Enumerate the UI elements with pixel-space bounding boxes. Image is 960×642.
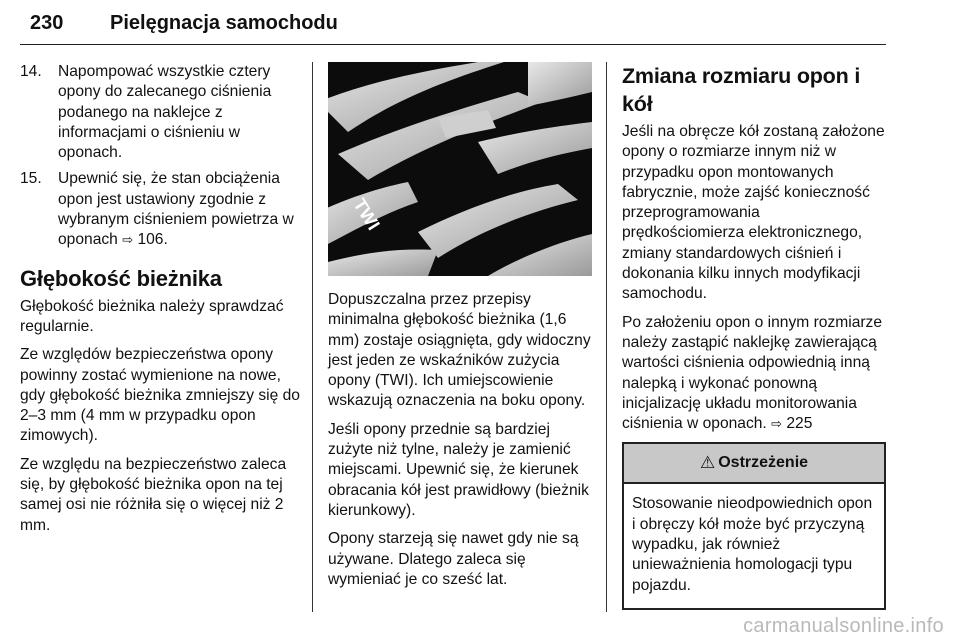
paragraph: Ze względu na bezpieczeństwo zaleca się, by głębokość bieżnika opon na tej samej osi nie różniła się o więcej niż 2 mm. bbox=[20, 455, 287, 534]
warning-header bbox=[624, 444, 884, 484]
paragraph: Głębokość bieżnika należy sprawdzać regularnie. bbox=[20, 297, 284, 335]
tire-tread-image bbox=[328, 62, 592, 276]
list-number: 14. bbox=[20, 63, 42, 80]
page-number: 230 bbox=[30, 12, 64, 34]
column-middle bbox=[328, 62, 592, 598]
page-ref-arrow-icon: ⇨ bbox=[771, 416, 783, 432]
page-title: Pielęgnacja samochodu bbox=[110, 12, 338, 34]
paragraph: Jeśli na obręcze kół zostaną założone opony o rozmiarze innym niż w przypadku opon montowanych fabrycznie, może zajść konieczność przeprogramowania prędkościomierza elektronicznego, zmiany standardowych ciśnień i dokonania kilku innych modyfikacji samochodu. bbox=[622, 123, 885, 303]
page-ref-arrow-icon: ⇨ bbox=[122, 232, 134, 248]
paragraph: Ze względów bezpieczeństwa opony powinny zostać wymienione na nowe, gdy głębokość bieżnika zmniejszy się do 2–3 mm (4 mm w przypadku opon zimowych). bbox=[20, 346, 300, 445]
list-text: Napompować wszystkie cztery opony do zalecanego ciśnienia podanego na naklejce z informacjami o ciśnieniu w oponach. bbox=[58, 63, 272, 162]
list-text-body: Upewnić się, że stan obciążenia opon jest ustawiony zgodnie z wybranym ciśnieniem powietrza w oponach bbox=[58, 170, 294, 249]
column-divider bbox=[312, 62, 313, 612]
paragraph: Dopuszczalna przez przepisy minimalna głębokość bieżnika (1,6 mm) zostaje osiągnięta, gdy widoczny jest jeden ze wskaźników zużycia opony (TWI). Ich umiejscowienie wskazują oznaczenia na boku opony. bbox=[328, 291, 591, 410]
warning-triangle-icon: ⚠ bbox=[699, 453, 716, 473]
list-number: 15. bbox=[20, 170, 42, 188]
page-ref[interactable]: 106. bbox=[137, 231, 168, 249]
warning-title: Ostrzeżenie bbox=[718, 454, 809, 472]
paragraph-body: Po założeniu opon o innym rozmiarze należy zastąpić naklejkę zawierającą wartości ciśnienia odpowiednią inną nalepką i wykonać ponowną inicjalizację układu monitorowania ciśnienia w oponach. bbox=[622, 313, 883, 433]
warning-text: Stosowanie nieodpowiednich opon i obręczy kół może być przyczyną wypadku, jak również unieważnienia homologacji typu pojazdu. bbox=[632, 495, 873, 594]
twi-label: TWI bbox=[349, 195, 384, 234]
page-header bbox=[20, 10, 886, 45]
paragraph bbox=[622, 313, 886, 435]
list-text bbox=[58, 169, 300, 250]
watermark: carmanualsonline.info bbox=[743, 615, 944, 637]
warning-box bbox=[622, 442, 886, 609]
list-item bbox=[20, 169, 300, 250]
column-divider bbox=[606, 62, 607, 612]
page-ref[interactable]: 225 bbox=[786, 415, 813, 433]
section-heading-tire-size-change: Zmiana rozmiaru opon i kół bbox=[622, 64, 861, 116]
paragraph: Opony starzeją się nawet gdy nie są używane. Dlatego zaleca się wymieniać je co sześć lat. bbox=[328, 530, 579, 588]
column-right bbox=[622, 62, 886, 610]
section-heading-tread-depth: Głębokość bieżnika bbox=[20, 265, 222, 291]
paragraph: Jeśli opony przednie są bardziej zużyte niż tylne, należy je zamienić miejscami. Upewnić się, że kierunek obracania kół jest prawidłowy (bieżnik kierunkowy). bbox=[328, 420, 589, 519]
column-left bbox=[20, 62, 300, 544]
list-item bbox=[20, 62, 300, 163]
